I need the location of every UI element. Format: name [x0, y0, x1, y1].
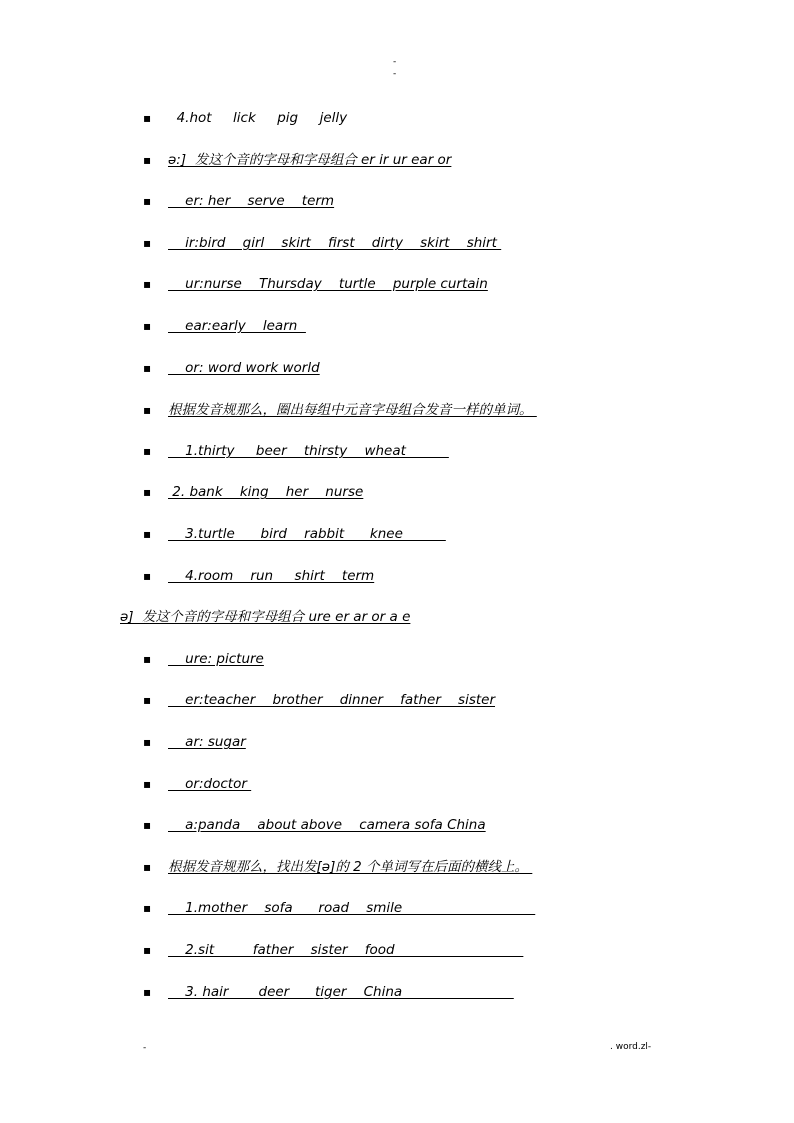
- footer-left-mark: -: [143, 1043, 147, 1053]
- list-item-text: 根据发音规那么，找出发[ə]的 2 个单词写在后面的横线上。: [168, 859, 533, 875]
- bullet-icon: ▪: [143, 194, 152, 208]
- list-item-text: 3. hair deer tiger China: [168, 984, 514, 1000]
- bullet-icon: ▪: [143, 277, 152, 291]
- list-item-text: a:panda about above camera sofa China: [168, 817, 486, 833]
- bullet-icon: ▪: [143, 236, 152, 250]
- list-item-text: 3.turtle bird rabbit knee: [168, 526, 446, 542]
- bullet-icon: ▪: [143, 735, 152, 749]
- list-item-text: ar: sugar: [168, 734, 246, 750]
- bullet-icon: ▪: [143, 153, 152, 167]
- bullet-icon: ▪: [143, 777, 152, 791]
- list-item-text: 2. bank king her nurse: [168, 484, 364, 500]
- list-item-text: 4.hot lick pig jelly: [168, 110, 348, 126]
- list-item-text: 2.sit father sister food: [168, 942, 524, 958]
- bullet-icon: ▪: [143, 985, 152, 999]
- list-item-text: ur:nurse Thursday turtle purple curtain: [168, 276, 488, 292]
- bullet-icon: ▪: [143, 527, 152, 541]
- header-mark-bottom: -: [393, 69, 397, 79]
- bullet-icon: ▪: [143, 693, 152, 707]
- list-item-text: 4.room run shirt term: [168, 568, 375, 584]
- list-item-text: 根据发音规那么，圈出每组中元音字母组合发音一样的单词。: [168, 402, 537, 418]
- bullet-icon: ▪: [143, 111, 152, 125]
- bullet-icon: ▪: [143, 860, 152, 874]
- list-item-text: 1.thirty beer thirsty wheat: [168, 443, 449, 459]
- list-item-text: ir:bird girl skirt first dirty skirt shirt: [168, 235, 502, 251]
- list-item-text: ə] 发这个音的字母和字母组合 ure er ar or a e: [120, 609, 411, 625]
- footer-right-text: . word.zl-: [610, 1042, 652, 1052]
- list-item-text: 1.mother sofa road smile: [168, 900, 536, 916]
- bullet-icon: ▪: [143, 943, 152, 957]
- list-item-text: er:teacher brother dinner father sister: [168, 692, 496, 708]
- bullet-icon: ▪: [143, 569, 152, 583]
- header-mark-top: -: [393, 57, 397, 67]
- bullet-icon: ▪: [143, 901, 152, 915]
- bullet-icon: ▪: [143, 818, 152, 832]
- bullet-icon: ▪: [143, 444, 152, 458]
- list-item-text: er: her serve term: [168, 193, 335, 209]
- list-item-text: or: word work world: [168, 360, 320, 376]
- bullet-icon: ▪: [143, 361, 152, 375]
- bullet-icon: ▪: [143, 652, 152, 666]
- bullet-icon: ▪: [143, 319, 152, 333]
- list-item-text: ə:] 发这个音的字母和字母组合 er ir ur ear or: [168, 152, 452, 168]
- list-item-text: ure: picture: [168, 651, 264, 667]
- bullet-icon: ▪: [143, 403, 152, 417]
- bullet-icon: ▪: [143, 485, 152, 499]
- list-item-text: or:doctor: [168, 776, 252, 792]
- list-item-text: ear:early learn: [168, 318, 306, 334]
